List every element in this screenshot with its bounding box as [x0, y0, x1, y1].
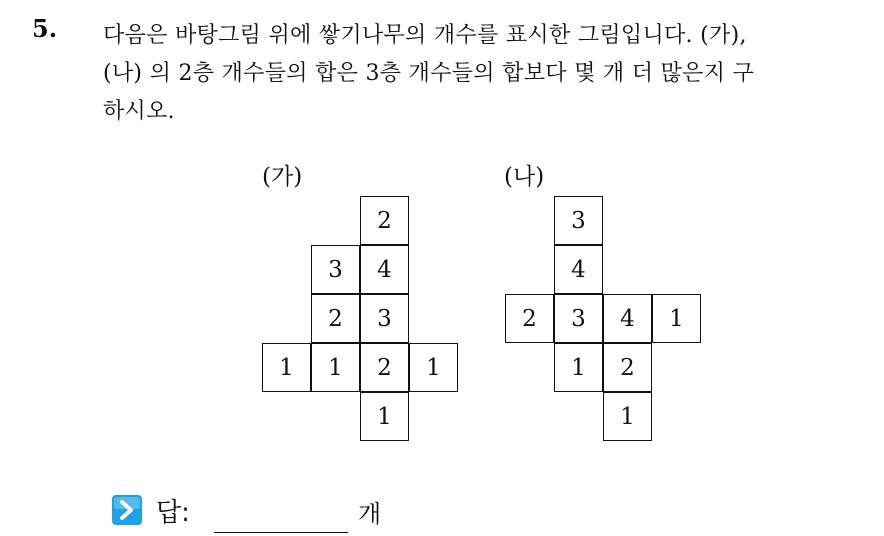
grid-cell: 3: [360, 294, 409, 343]
figure-ga-grid: [262, 196, 458, 441]
figure-na-label: (나): [504, 164, 545, 190]
grid-cell: 1: [554, 343, 603, 392]
question-text-line-3: 하시오.: [103, 99, 175, 124]
arrow-right-icon: [112, 495, 142, 525]
question-text-line-1: 다음은 바탕그림 위에 쌓기나무의 개수를 표시한 그림입니다. (가),: [103, 23, 747, 48]
grid-cell: 1: [652, 294, 701, 343]
figure-ga-label: (가): [262, 164, 303, 190]
grid-cell: 2: [505, 294, 554, 343]
grid-cell: 2: [360, 196, 409, 245]
grid-cell: 4: [360, 245, 409, 294]
grid-cell: 1: [409, 343, 458, 392]
grid-cell: 1: [603, 392, 652, 441]
question-text-line-2: (나) 의 2층 개수들의 합은 3층 개수들의 합보다 몇 개 더 많은지 구: [103, 61, 755, 86]
grid-cell: 2: [360, 343, 409, 392]
grid-cell: 2: [311, 294, 360, 343]
grid-cell: 3: [554, 196, 603, 245]
question-number: 5.: [32, 14, 58, 43]
grid-cell: 1: [311, 343, 360, 392]
answer-input-blank[interactable]: [214, 532, 348, 533]
answer-unit: 개: [358, 500, 382, 528]
grid-cell: 2: [603, 343, 652, 392]
grid-cell: 3: [554, 294, 603, 343]
grid-cell: 3: [311, 245, 360, 294]
grid-cell: 4: [603, 294, 652, 343]
answer-label: 답:: [156, 498, 190, 528]
figure-na-grid: [505, 196, 701, 441]
grid-cell: 1: [360, 392, 409, 441]
grid-cell: 4: [554, 245, 603, 294]
grid-cell: 1: [262, 343, 311, 392]
